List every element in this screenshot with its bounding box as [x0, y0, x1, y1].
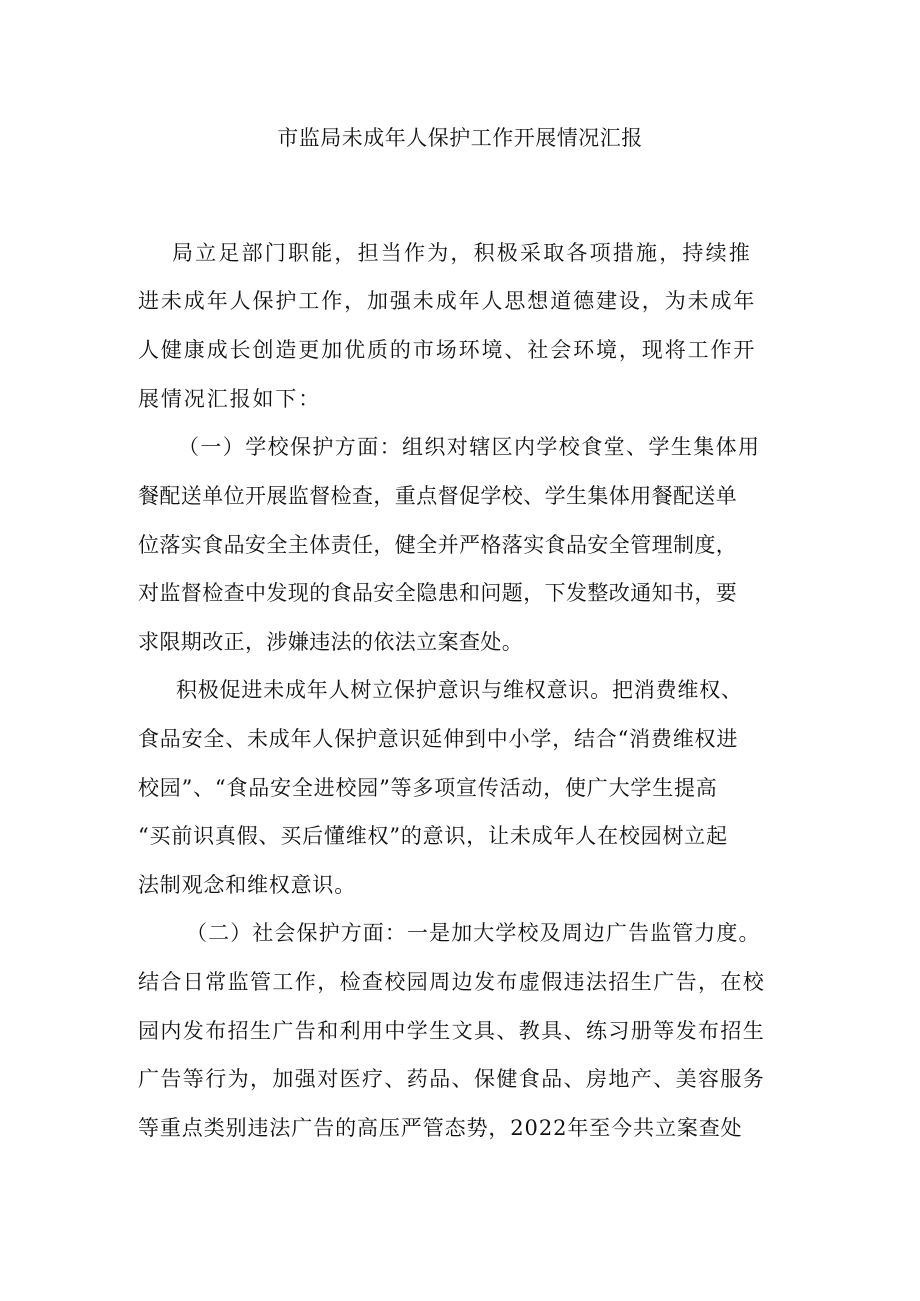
- text-line: 积极促进未成年人树立保护意识与维权意识。把消费维权、: [176, 678, 743, 702]
- text-line: 局立足部门职能，担当作为，积极采取各项措施，持续推: [172, 241, 752, 265]
- text-line: （二）社会保护方面：一是加大学校及周边广告监管力度。: [186, 921, 761, 945]
- text-line: 法制观念和维权意识。: [138, 873, 356, 897]
- text-line: 结合日常监管工作，检查校园周边发布虚假违法招生广告，在校: [138, 970, 766, 994]
- document-title: 市监局未成年人保护工作开展情况汇报: [277, 126, 643, 150]
- text-line: 园内发布招生广告和利用中学生文具、教具、练习册等发布招生: [138, 1019, 766, 1043]
- text-line: 求限期改正，涉嫌违法的依法立案查处。: [138, 630, 524, 654]
- text-line: 进未成年人保护工作，加强未成年人思想道德建设，为未成年: [138, 289, 757, 313]
- text-line: 等重点类别违法广告的高压严管态势，2022年至今共立案查处: [138, 1116, 743, 1140]
- text-line: 食品安全、未成年人保护意识延伸到中小学，结合“消费维权进: [138, 727, 739, 751]
- text-line: （一）学校保护方面：组织对辖区内学校食堂、学生集体用: [178, 435, 761, 459]
- text-line: 广告等行为，加强对医疗、药品、保健食品、房地产、美容服务: [138, 1067, 766, 1091]
- text-line: 对监督检查中发现的食品安全隐患和问题，下发整改通知书，要: [138, 581, 738, 605]
- text-line: 人健康成长创造更加优质的市场环境、社会环境，现将工作开: [138, 338, 757, 362]
- text-line: 校园”、“食品安全进校园”等多项宣传活动，使广大学生提高: [138, 776, 718, 800]
- text-line: 餐配送单位开展监督检查，重点督促学校、学生集体用餐配送单: [138, 484, 738, 508]
- text-line: “买前识真假、买后懂维权”的意识，让未成年人在校园树立起: [138, 824, 728, 848]
- text-line: 展情况汇报如下：: [138, 387, 322, 411]
- text-line: 位落实食品安全主体责任，健全并严格落实食品安全管理制度，: [138, 533, 738, 557]
